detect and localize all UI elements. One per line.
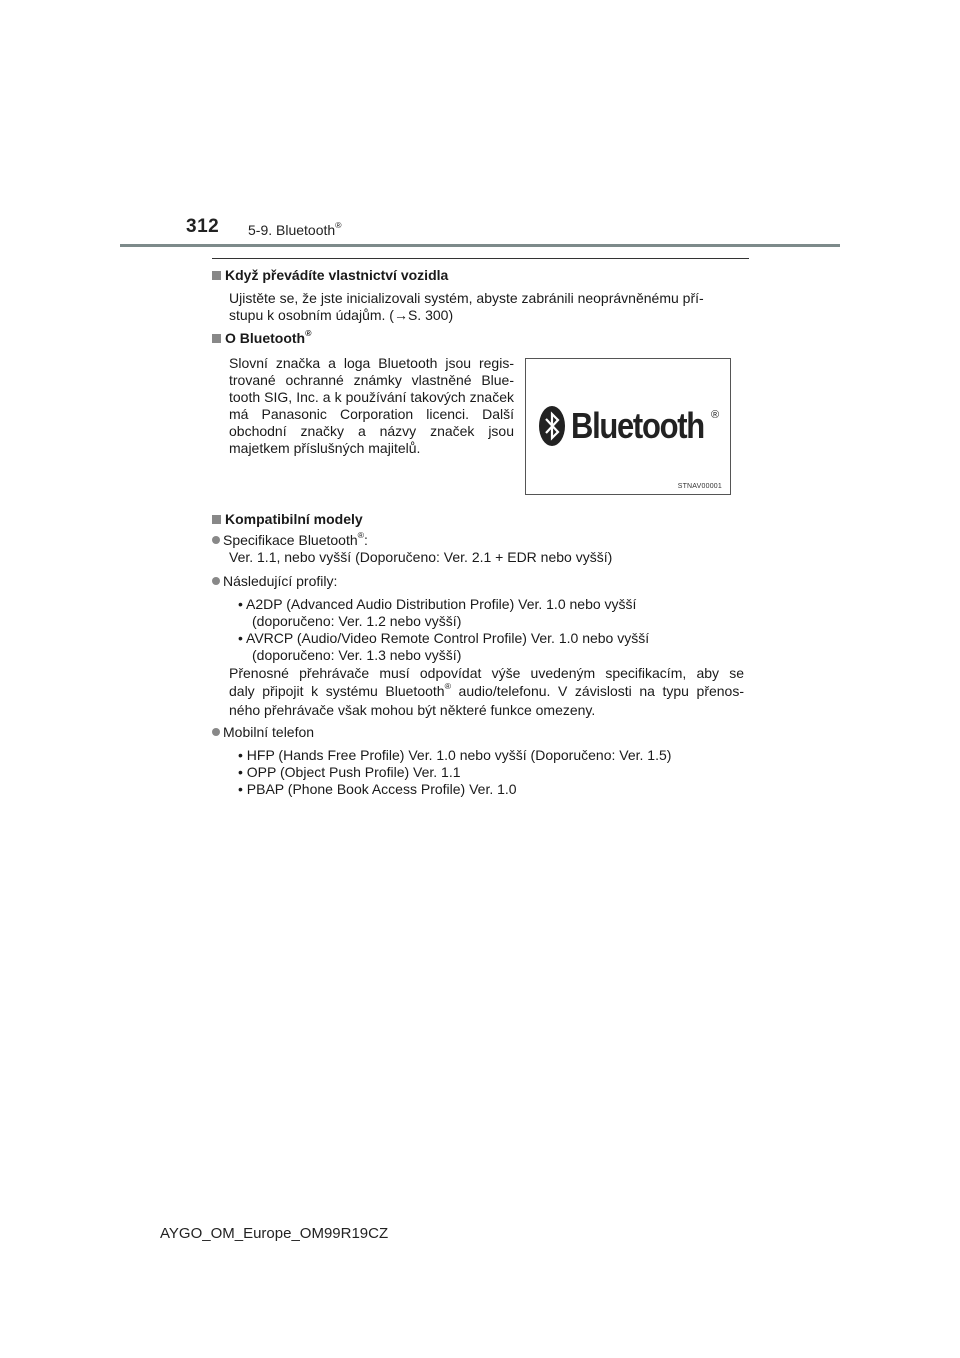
square-bullet-icon bbox=[212, 334, 221, 343]
spec-sup: ® bbox=[357, 529, 365, 540]
spec-colon: : bbox=[364, 532, 368, 548]
note-line2 bbox=[229, 680, 745, 700]
round-bullet-icon bbox=[212, 728, 220, 736]
figure-code: STNAV00001 bbox=[677, 483, 722, 490]
profile-a2dp-line1: • A2DP (Advanced Audio Distribution Profile) Ver. 1.0 nebo vyšší bbox=[238, 596, 637, 612]
section-title-text: 5-9. Bluetooth bbox=[248, 222, 336, 238]
note-line2-a: daly připojit k systému Bluetooth bbox=[229, 683, 445, 699]
about-paragraph: Slovní značka a loga Bluetooth jsou regis-trované ochranné známky vlastněné Blue-tooth SIG, Inc. a k používání takových značek má Panasonic Corporation licenci. Další obchodní značky a názvy značek jsou majetkem příslušných majitelů. bbox=[229, 355, 514, 456]
bluetooth-logo-figure bbox=[525, 358, 731, 495]
round-bullet-icon bbox=[212, 536, 220, 544]
note-line2-b: audio/telefonu. V závislosti na typu přenos- bbox=[450, 683, 745, 699]
square-bullet-icon bbox=[212, 515, 221, 524]
profiles-bullet bbox=[212, 573, 337, 590]
heading-transfer-text: Když převádíte vlastnictví vozidla bbox=[225, 267, 449, 283]
mobile-label: Mobilní telefon bbox=[223, 724, 315, 740]
spec-bullet bbox=[212, 529, 368, 549]
round-bullet-icon bbox=[212, 577, 220, 585]
section-title-sup: ® bbox=[335, 219, 342, 230]
note-line3: ného přehrávače však mohou být některé funkce omezeny. bbox=[229, 702, 596, 718]
bluetooth-logo-reg: ® bbox=[711, 409, 720, 421]
profile-hfp: • HFP (Hands Free Profile) Ver. 1.0 nebo vyšší (Doporučeno: Ver. 1.5) bbox=[238, 747, 672, 763]
note-line2-sup: ® bbox=[444, 680, 451, 691]
heading-about bbox=[212, 327, 312, 346]
transfer-text-line2: stupu k osobním údajům. (→S. 300) bbox=[229, 307, 454, 323]
profile-avrcp-line2: (doporučeno: Ver. 1.3 nebo vyšší) bbox=[252, 647, 462, 663]
profiles-label: Následující profily: bbox=[223, 573, 338, 589]
spec-label: Specifikace Bluetooth bbox=[223, 532, 358, 548]
profile-pbap: • PBAP (Phone Book Access Profile) Ver. 1.0 bbox=[238, 781, 517, 797]
mobile-bullet bbox=[212, 724, 314, 741]
heading-about-text: O Bluetooth bbox=[225, 330, 306, 346]
footer-document-code: AYGO_OM_Europe_OM99R19CZ bbox=[160, 1225, 389, 1242]
heading-transfer bbox=[212, 267, 448, 283]
page-number: 312 bbox=[186, 216, 220, 237]
profile-avrcp-line1: • AVRCP (Audio/Video Remote Control Profile) Ver. 1.0 nebo vyšší bbox=[238, 630, 650, 646]
note-line1: Přenosné přehrávače musí odpovídat výše uvedeným specifikacím, aby se bbox=[229, 665, 744, 681]
section-title bbox=[248, 219, 342, 238]
bluetooth-logo-text: Bluetooth bbox=[571, 405, 704, 446]
spec-version: Ver. 1.1, nebo vyšší (Doporučeno: Ver. 2.1 + EDR nebo vyšší) bbox=[229, 549, 613, 565]
content-rule bbox=[212, 258, 749, 259]
header-rule bbox=[120, 244, 840, 247]
bluetooth-rune-icon bbox=[539, 406, 565, 446]
profile-a2dp-line2: (doporučeno: Ver. 1.2 nebo vyšší) bbox=[252, 613, 462, 629]
heading-compatible-text: Kompatibilní modely bbox=[225, 511, 363, 527]
square-bullet-icon bbox=[212, 271, 221, 280]
heading-about-sup: ® bbox=[305, 327, 312, 338]
heading-compatible bbox=[212, 511, 363, 527]
transfer-text-line1: Ujistěte se, že jste inicializovali systém, abyste zabránili neoprávněnému pří- bbox=[229, 290, 704, 306]
profile-opp: • OPP (Object Push Profile) Ver. 1.1 bbox=[238, 764, 461, 780]
